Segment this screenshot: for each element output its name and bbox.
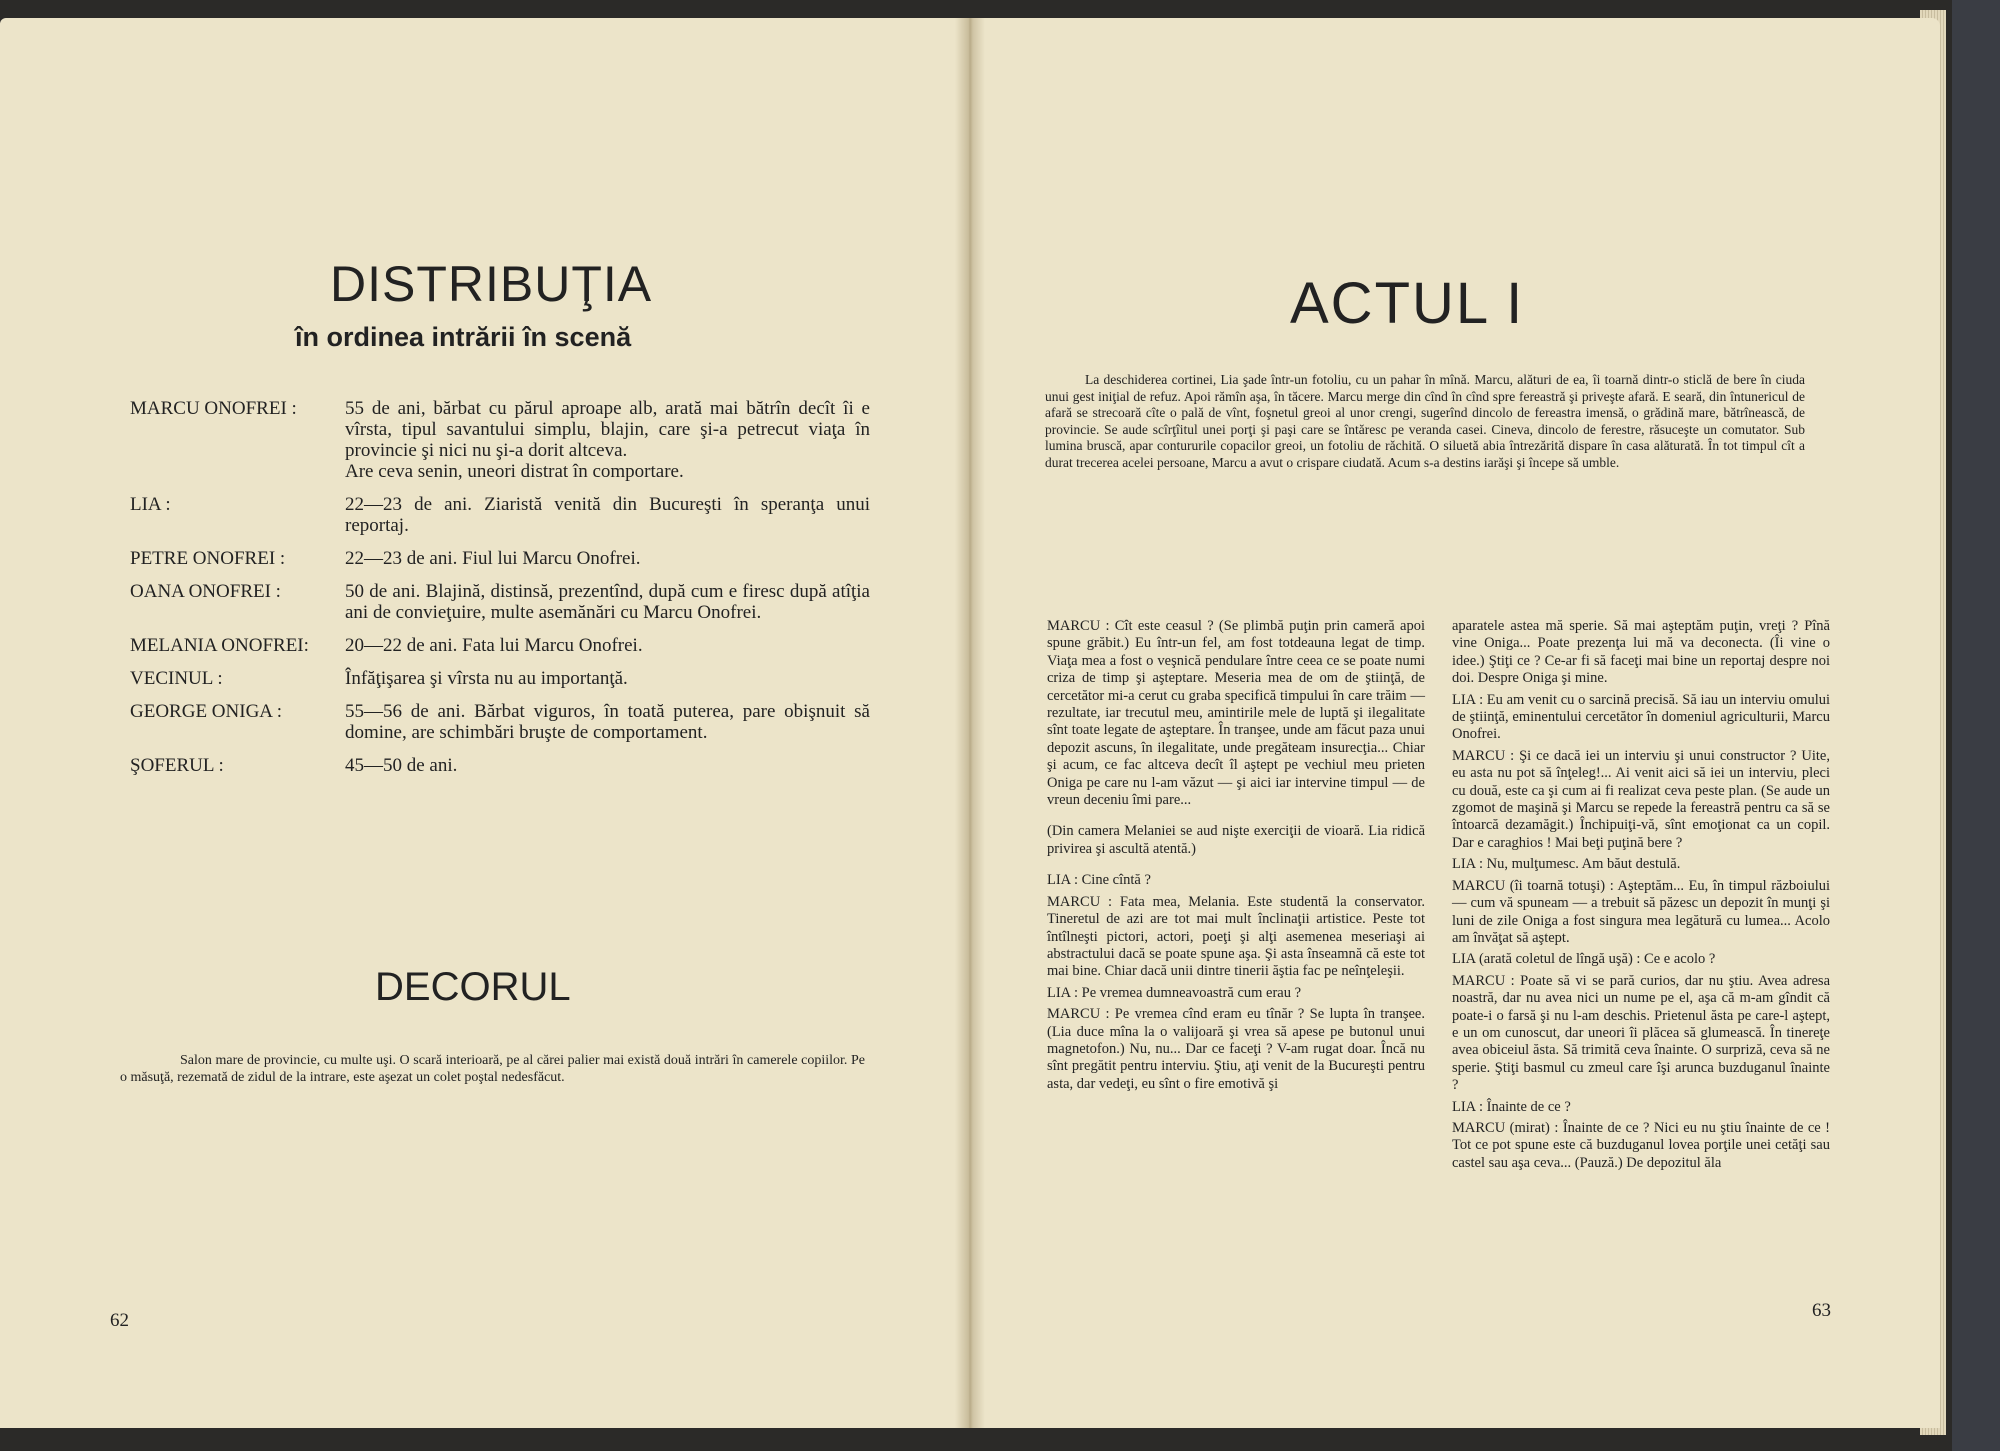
- dialogue-paragraph: MARCU : Cît este ceasul ? (Se plimbă puţin prin cameră apoi spune grăbit.) Eu într-un fel, am fost totdeauna legat de timp. Viaţa mea a fost o veşnică pendulare între ceea ce se poate numi criza de timp şi aşteptare. Meseria mea de om de ştiinţă, de cercetător mi-a cerut cu graba specifică timpului în care trăim — rezultate, iar trecutul meu, amintirile mele de luptă şi ilegalitate sînt toate legate de aşteptare. În tranşee, unde am făcut paza unui depozit ascuns, în ilegalitate, unde pregăteam insurecţia... Chiar şi acum, ce fac altceva decît îl aştept pe vechiul meu prieten Oniga pe care nu l-am văzut — şi aici iar intervine timpul — de vreun deceniu îmi pare...: [1047, 618, 1425, 809]
- cast-name: PETRE ONOFREI :: [130, 548, 286, 569]
- dialogue-paragraph: LIA : Pe vremea dumneavoastră cum erau ?: [1047, 984, 1302, 1001]
- book-gutter: [955, 18, 985, 1428]
- dialogue-paragraph: MARCU (îi toarnă totuşi) : Aşteptăm... Eu, în timpul războiului — cum vă spuneam — a trebuit să păzesc un depozit în munţi şi luni de zile Oniga a fost singura mea legătură cu lumea... Acolo am învăţat să aştept.: [1452, 877, 1830, 946]
- decor-text: Salon mare de provincie, cu multe uşi. O scară interioară, pe al cărei palier mai există două intrări în camerele copiilor. Pe o măsuţă, rezemată de zidul de la intrare, este aşezat un colet poştal nedesfăcut.: [120, 1053, 865, 1085]
- page-number-left: 62: [110, 1310, 129, 1331]
- cast-description: 20—22 de ani. Fata lui Marcu Onofrei.: [345, 635, 643, 656]
- cast-list: [130, 398, 870, 788]
- dialogue-column-right: [1452, 618, 1830, 1176]
- dialogue-paragraph: LIA : Eu am venit cu o sarcină precisă. Să iau un interviu omului de ştiinţă, eminentului cercetător în domeniul agriculturii, Marcu Onofrei.: [1452, 691, 1830, 743]
- cast-description: 22—23 de ani. Ziaristă venită din Bucureşti în speranţa unui reportaj.: [345, 494, 870, 536]
- cast-entry: [130, 635, 870, 656]
- cast-description: 50 de ani. Blajină, distinsă, prezentînd, după cum e firesc după atîţia ani de convieţuire, multe asemănări cu Marcu Onofrei.: [345, 581, 870, 623]
- cast-entry: [130, 581, 870, 623]
- dialogue-paragraph: LIA (arată coletul de lîngă uşă) : Ce e acolo ?: [1452, 951, 1716, 968]
- cast-heading: DISTRIBUŢIA: [330, 256, 653, 312]
- act-heading: ACTUL I: [1290, 271, 1525, 336]
- dialogue-paragraph: MARCU : Pe vremea cînd eram eu tînăr ? Se lupta în tranşee. (Lia duce mîna la o valijoară şi vrea să apese pe butonul unui magnetofon.) Nu, nu... Dar ce faceţi ? V-am rugat doar. Încă nu sînt pregătit pentru interviu. Ştiu, aţi venit de la Bucureşti pentru asta, dar vedeţi, eu sînt o fire emotivă şi: [1047, 1006, 1425, 1092]
- cast-name: VECINUL :: [130, 668, 223, 689]
- stage-directions-intro: La deschiderea cortinei, Lia şade într-un fotoliu, cu un pahar în mînă. Marcu, alături de ea, îi toarnă dintr-o sticlă de bere în ciuda unui gest iniţial de refuz. Apoi rămîn aşa, în tăcere. Marcu merge din cînd în cînd spre fereastră şi priveşte afară. E seară, din întunericul de afară se strecoară cîte o pală de vînt, foşnetul greoi al unor crengi, sugerînd dincolo de fereastra imensă, o grădină mare, bătrînească, de provincie. Se aude scîrţîitul unei porţi şi paşi care se întăresc pe veranda casei. Cineva, dincolo de ferestre, răsuceşte un comutator. Sub lumina bruscă, apar contururile copacilor greoi, un fotoliu de răchită. O siluetă abia întrezărită dispare în casa alăturată. În tot timpul cît a durat trecerea acelei persoane, Marcu a avut o crispare ciudată. Acum s-a destins iarăşi şi începe să umble.: [1045, 372, 1805, 470]
- cast-subheading: în ordinea intrării în scenă: [295, 322, 632, 352]
- cast-name: LIA :: [130, 494, 171, 515]
- cast-description: 55—56 de ani. Bărbat viguros, în toată puterea, pare obişnuit să domine, are schimbări bruşte de comportament.: [345, 701, 870, 743]
- cast-name: ŞOFERUL :: [130, 755, 224, 776]
- dialogue-paragraph: MARCU (mirat) : Înainte de ce ? Nici eu nu ştiu înainte de ce ! Tot ce pot spune este că buzduganul lovea porţile unei cetăţi sau castel sau aşa ceva... (Pauză.) De depozitul ăla: [1452, 1119, 1830, 1171]
- cast-entry: [130, 398, 870, 482]
- cast-name: OANA ONOFREI :: [130, 581, 281, 602]
- dialogue-paragraph: MARCU : Fata mea, Melania. Este studentă la conservator. Tineretul de azi are tot mai mult înclinaţii artistice. Peste tot întîlneşti pictori, actori, poeţi şi alţi asemenea meseriaşi ai abstractului dacă se poate spune aşa. Şi asta înseamnă că este tot mai bine. Chiar dacă unii dintre tinerii ăştia fac pe neînţeleşii.: [1047, 893, 1425, 980]
- cast-entry: [130, 755, 870, 776]
- book-cover-edge: [1952, 0, 2000, 1451]
- decor-heading: DECORUL: [375, 965, 571, 1009]
- stage-direction: (Din camera Melaniei se aud nişte exerciţii de vioară. Lia ridică privirea şi ascultă atentă.): [1047, 823, 1425, 857]
- dialogue-column-left: [1047, 618, 1425, 1097]
- dialogue-paragraph: MARCU : Şi ce dacă iei un interviu şi unui constructor ? Uite, eu asta nu pot să înţeleg!... Ai venit aici să iei un interviu, pleci cu două, este ca şi cum ai fi realizat ceva peste plan. (Se aude un zgomot de maşină şi Marcu se repede la fereastră pentru ca să se întoarcă dezamăgit.) Închipuiţi-vă, sînt emoţionat ca un copil. Dar e caraghios ! Mai beţi puţină bere ?: [1452, 747, 1830, 851]
- dialogue-paragraph: MARCU : Poate să vi se pară curios, dar nu ştiu. Avea adresa noastră, dar nu avea nici un nume pe el, aşa că m-am gîndit că poate-i o farsă şi nu l-am deschis. Prietenul ăsta pe care-l aştept, e un om cunoscut, dar uneori îi plăcea să glumească. În tinereţe avea obiceiul ăsta. Să trimită ceva înainte. O surpriză, ceva să ne sperie. Ştiţi basmul cu zmeul care îşi arunca buzduganul înainte ?: [1452, 972, 1830, 1094]
- cast-description: 45—50 de ani.: [345, 755, 458, 776]
- dialogue-paragraph: aparatele astea mă sperie. Să mai aşteptăm puţin, vreţi ? Pînă vine Oniga... Poate prezenţa lui mă va deconecta. (Îi vine o idee.) Ştiţi ce ? Ce-ar fi să faceţi mai bine un reportaj despre noi doi. Despre Oniga şi mine.: [1452, 618, 1830, 687]
- dialogue-paragraph: LIA : Înainte de ce ?: [1452, 1098, 1571, 1115]
- page-number-right: 63: [1812, 1300, 1831, 1321]
- dialogue-paragraph: LIA : Cine cîntă ?: [1047, 872, 1151, 889]
- cast-name: MARCU ONOFREI :: [130, 398, 297, 419]
- cast-entry: [130, 494, 870, 536]
- cast-entry: [130, 548, 870, 569]
- cast-description: 22—23 de ani. Fiul lui Marcu Onofrei.: [345, 548, 641, 569]
- cast-name: MELANIA ONOFREI:: [130, 635, 309, 656]
- cast-description: 55 de ani, bărbat cu părul aproape alb, arată mai bătrîn decît îi e vîrsta, tipul savantului simplu, blajin, care şi-a petrecut viaţa în provincie şi nici nu şi-a dorit altceva. Are ceva senin, uneori distrat în comportare.: [345, 398, 870, 482]
- dialogue-paragraph: LIA : Nu, mulţumesc. Am băut destulă.: [1452, 856, 1681, 873]
- cast-entry: [130, 701, 870, 743]
- cast-description: Înfăţişarea şi vîrsta nu au importanţă.: [345, 668, 628, 689]
- cast-entry: [130, 668, 870, 689]
- cast-name: GEORGE ONIGA :: [130, 701, 282, 722]
